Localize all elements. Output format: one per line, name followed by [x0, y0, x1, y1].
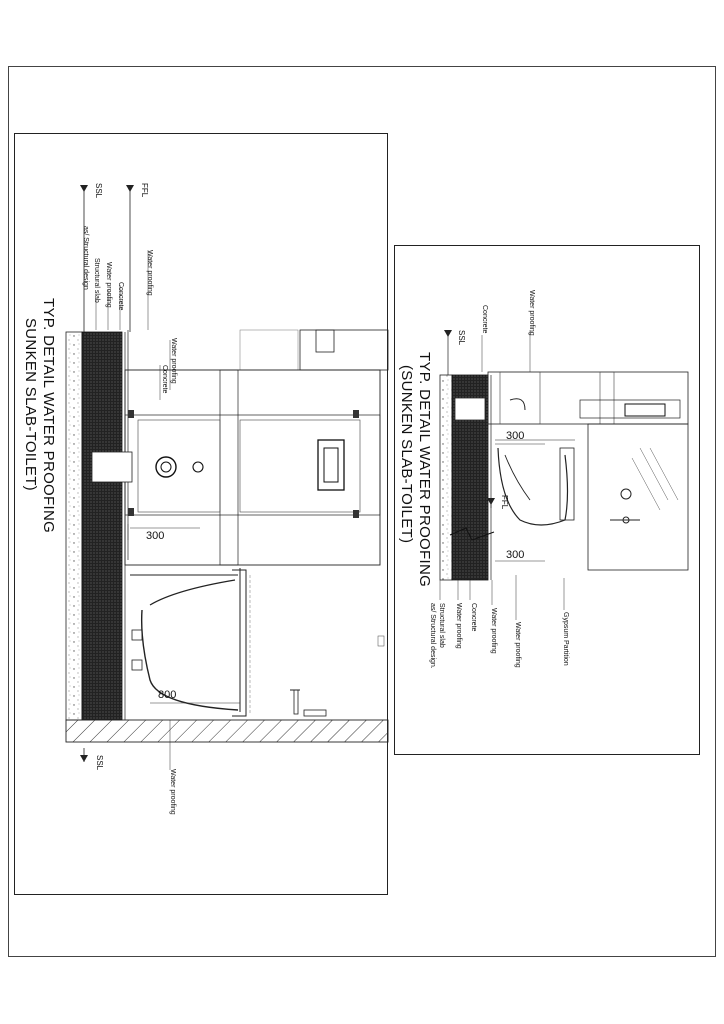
detail-b-dim-300-bottom: 300 — [506, 549, 525, 561]
detail-b-callout-waterproofing-2: Water proofing — [490, 608, 497, 654]
detail-a-ssl-bottom: SSL — [95, 755, 104, 771]
detail-a-title-line2: SUNKEN SLAB-TOILET) — [22, 318, 39, 491]
detail-a-ffl: FFL — [140, 183, 149, 198]
detail-b-title-line1: TYP. DETAIL WATER PROOFING — [416, 352, 433, 588]
detail-b-callout-top-concrete: Concrete — [481, 305, 488, 334]
detail-a-callout-bottom-waterproofing: Water proofing — [169, 769, 176, 815]
detail-a-dim-300: 300 — [146, 530, 165, 542]
detail-b-ssl: SSL — [457, 330, 466, 346]
detail-a-callout-waterproofing-2: Water proofing — [105, 262, 112, 308]
detail-b-dim-300-top: 300 — [506, 430, 525, 442]
detail-a-callout-mid-waterproofing: Water proofing — [170, 338, 177, 384]
detail-b-callout-structural-slab: Structural slab — [438, 603, 445, 648]
detail-a-title-line1: TYP. DETAIL WATER PROOFING — [40, 298, 57, 534]
detail-a-ssl-top: SSL — [94, 183, 103, 199]
detail-b-callout-waterproofing-3: Water proofing — [514, 622, 521, 668]
detail-b-title-line2: (SUNKEN SLAB-TOILET) — [398, 365, 415, 544]
detail-a-callout-waterproofing-1: Water proofing — [146, 250, 153, 296]
detail-a-callout-structural-design: as/ Structural design — [82, 226, 89, 290]
detail-a-callout-mid-concrete: Concrete — [161, 365, 168, 394]
detail-b-callout-top-waterproofing: Water proofing — [528, 290, 535, 336]
detail-a-dim-800: 800 — [158, 689, 177, 701]
detail-b-ffl: FFL — [500, 495, 509, 510]
detail-b-callout-concrete: Concrete — [470, 603, 477, 632]
detail-a-callout-concrete: Concrete — [117, 282, 124, 311]
detail-b-callout-waterproofing-1: Water proofing — [455, 603, 462, 649]
detail-b-callout-structural-design: as/ Structural design. — [429, 603, 436, 669]
detail-b-callout-gypsum-partition: Gypsum Partition — [562, 612, 569, 666]
detail-a-callout-structural-slab: Structural slab — [93, 258, 100, 303]
